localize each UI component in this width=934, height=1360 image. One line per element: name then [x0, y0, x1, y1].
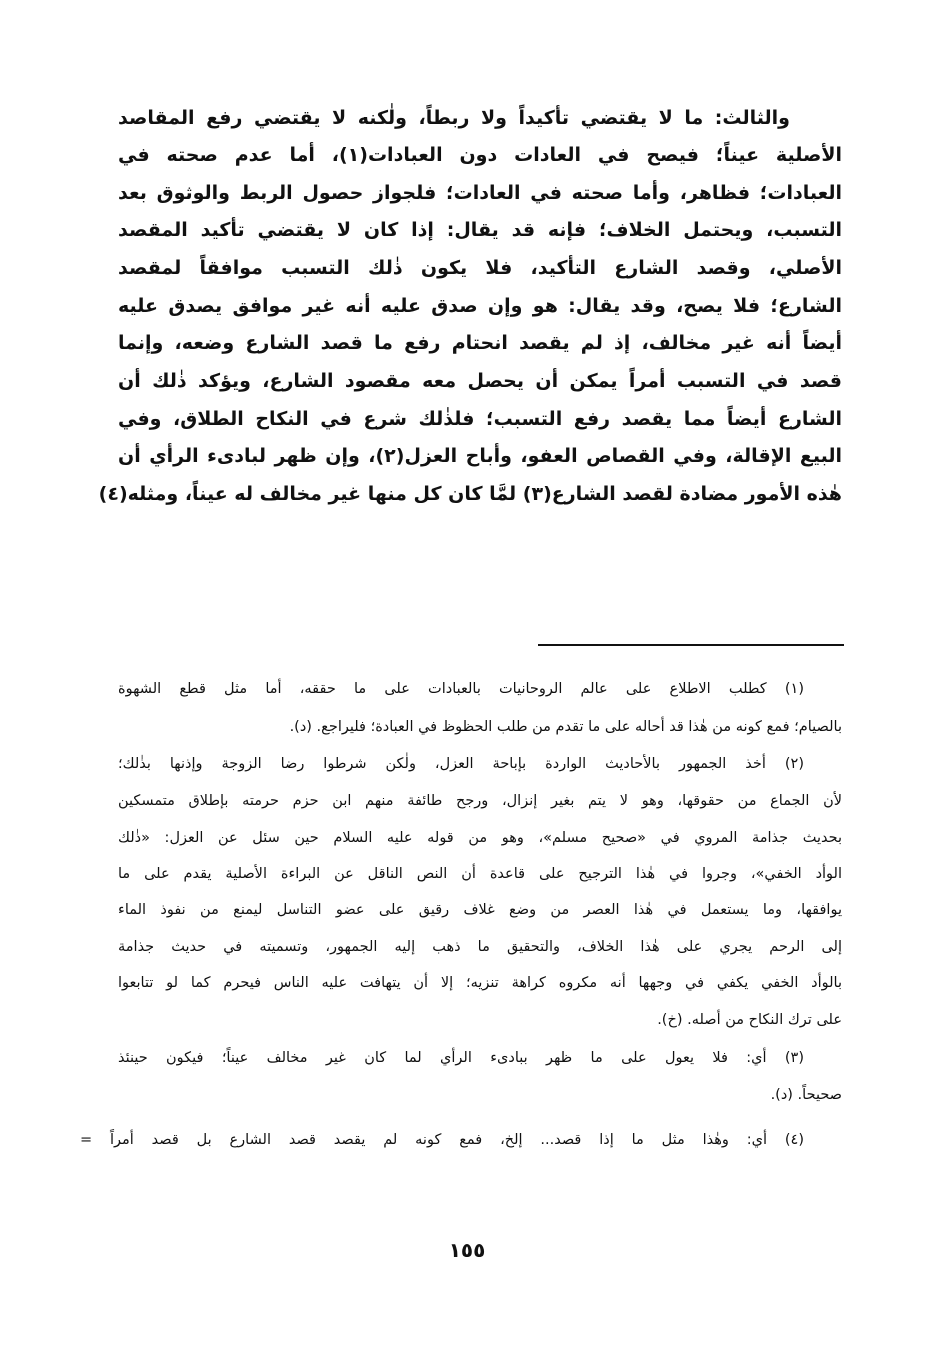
footnote-4: (٤) أي: وهٰذا مثل ما إذا قصد... إلخ، فمع كونه لم يقصد قصد الشارع بل قصد أمراً = — [80, 1132, 804, 1148]
footnote-2: لأن الجماع من حقوقها، وهو لا يتم بغير إنزال، ورجح طائفة منهم ابن حزم حرمته بإطلاق متمسكين — [118, 793, 842, 809]
section-lead: والثالث: — [714, 107, 790, 129]
main-line: الشارع؛ فلا يصح، وقد يقال: هو وإن صدق عليه أنه غير موافق يصدق عليه — [118, 295, 842, 317]
footnote-2: بحديث جذامة المروي في «صحيح مسلم»، وهو من قوله عليه السلام حين سئل عن العزل: «ذٰلك — [118, 830, 842, 846]
footnote-3: صحيحاً. (د). — [770, 1087, 842, 1103]
main-line: الأصلية عيناً؛ فيصح في العادات دون العبادات(١)، أما عدم صحته في — [118, 144, 842, 166]
footnote-divider — [538, 644, 844, 646]
page-number: ١٥٥ — [448, 1238, 486, 1262]
footnote-2: الوأد الخفي»، وجروا في هٰذا الترجيح على قاعدة أن النص الناقل عن البراءة الأصلية يقدم على ما — [118, 866, 842, 882]
footnote-1: (١) كطلب الاطلاع على عالم الروحانيات بالعبادات على ما حققه، أما مثل قطع الشهوة — [118, 681, 804, 697]
main-line: قصد في التسبب أمراً يمكن أن يحصل معه مقصود الشارع، ويؤكد ذٰلك أن — [118, 370, 842, 392]
footnote-2: على ترك النكاح من أصله. (خ). — [657, 1012, 842, 1028]
footnote-2: بالوأد الخفي يكفي في وجهها أنه مكروه كراهة تنزيه؛ إلا أن يتهافت عليه الناس فيحرم كما لو تتابعوا — [118, 975, 842, 991]
footnote-2: يوافقها، وما يستعمل في هٰذا العصر من وضع غلاف رقيق على عضو التناسل ليمنع من نفوذ الماء — [118, 902, 842, 918]
main-line: الأصلي، وقصد الشارع التأكيد، فلا يكون ذٰلك التسبب موافقاً لمقصد — [118, 257, 842, 279]
main-line: التسبب، ويحتمل الخلاف؛ فإنه قد يقال: إذا كان لا يقتضي تأكيد المقصد — [118, 219, 842, 241]
main-line: والثالث: ما لا يقتضي تأكيداً ولا ربطاً، ولٰكنه لا يقتضي رفع المقاصد — [118, 107, 790, 129]
main-line: هٰذه الأمور مضادة لقصد الشارع(٣) لمَّا كان كل منها غير مخالف له عيناً، ومثله(٤) — [98, 483, 842, 505]
footnote-2: إلى الرحم يجري على هٰذا الخلاف، والتحقيق ما ذهب إليه الجمهور، وتسميته في حديث جذامة — [118, 939, 842, 955]
main-line: العبادات؛ فظاهر، وأما صحته في العادات؛ فلجواز حصول الربط والوثوق بعد — [118, 182, 842, 204]
main-line: البيع الإقالة، وفي القصاص العفو، وأباح العزل(٢)، وإن ظهر لبادىء الرأي أن — [118, 445, 842, 467]
footnote-2: (٢) أخذ الجمهور بالأحاديث الواردة بإباحة العزل، ولٰكن شرطوا رضا الزوجة وإذنها بذٰلك؛ — [118, 756, 804, 772]
main-line: أيضاً أنه غير مخالف، إذ لم يقصد انحتام رفع ما قصد الشارع وضعه، وإنما — [118, 332, 842, 354]
footnote-3: (٣) أي: فلا يعول على ما ظهر ببادىء الرأي لما كان غير مخالف عيناً؛ فيكون حينئذ — [118, 1050, 804, 1066]
footnote-1: بالصيام؛ فمع كونه من هٰذا قد أحاله على ما تقدم من طلب الحظوظ في العبادة؛ فليراجع. (د). — [289, 719, 842, 735]
main-line: الشارع أيضاً مما يقصد رفع التسبب؛ فلذٰلك شرع في النكاح الطلاق، وفي — [118, 408, 842, 430]
